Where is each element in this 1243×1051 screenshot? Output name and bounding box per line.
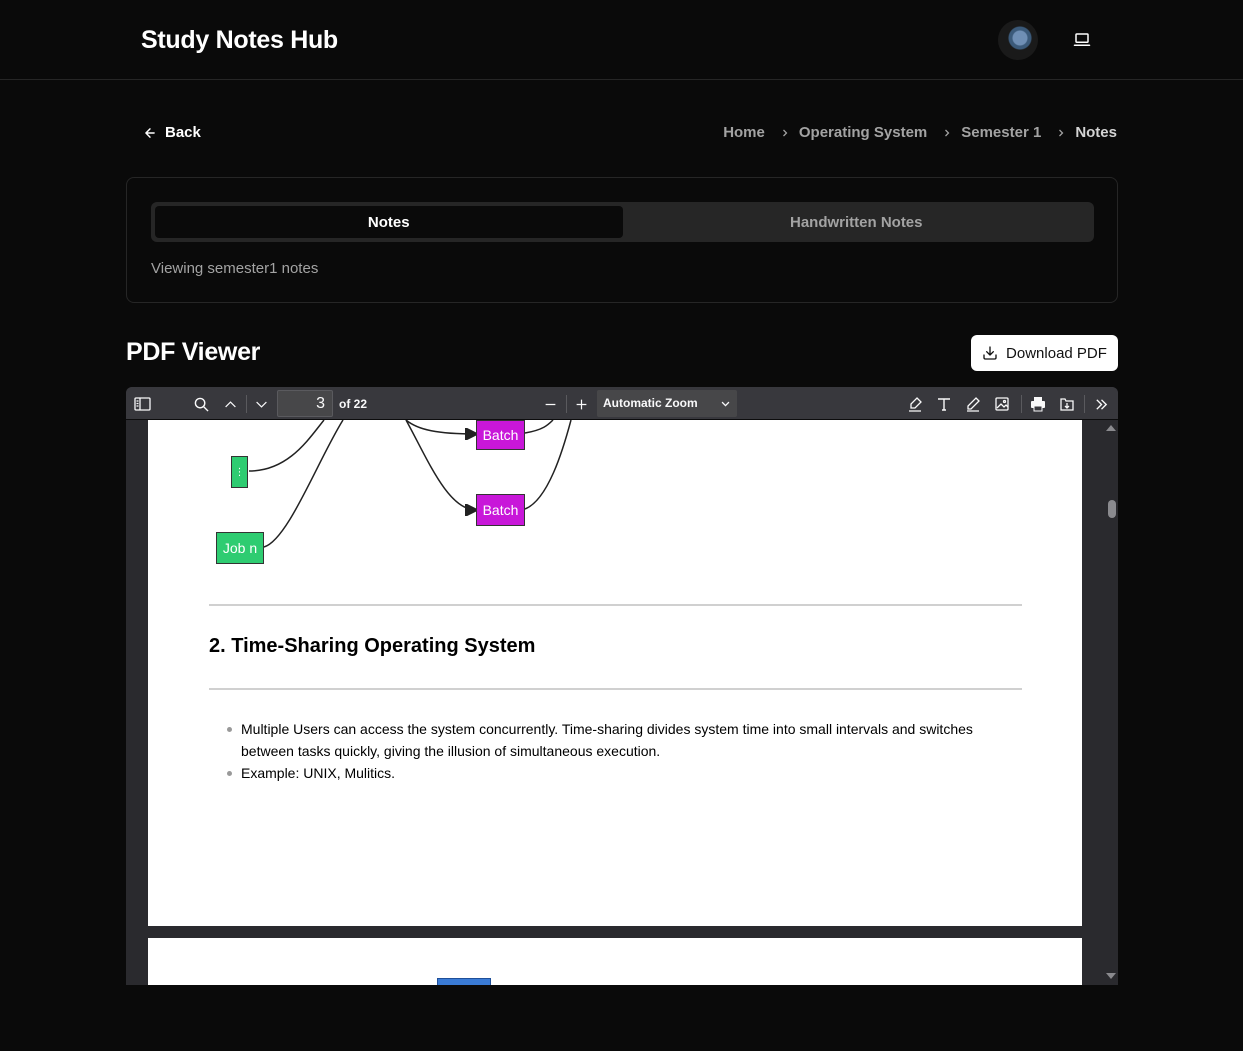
highlight-button[interactable] xyxy=(904,393,926,415)
divider xyxy=(209,688,1022,690)
text-icon xyxy=(936,396,952,412)
bullet-list xyxy=(241,718,1001,784)
text-annotation-button[interactable] xyxy=(933,393,955,415)
next-page-button[interactable] xyxy=(250,393,272,415)
pdf-toolbar xyxy=(126,387,1118,420)
add-image-button[interactable] xyxy=(991,393,1013,415)
tab-notes[interactable]: Notes xyxy=(155,206,623,238)
back-label: Back xyxy=(165,124,201,141)
theme-toggle-button[interactable] xyxy=(1064,22,1100,58)
toolbar-divider xyxy=(1021,395,1022,413)
zoom-out-button[interactable] xyxy=(539,393,561,415)
zoom-in-button[interactable] xyxy=(570,393,592,415)
job-node: Job n xyxy=(216,532,264,564)
pdf-scrollbar[interactable] xyxy=(1104,420,1118,985)
notes-tabs xyxy=(151,202,1094,242)
image-icon xyxy=(994,396,1010,412)
batch-node: Batch xyxy=(476,420,525,450)
zoom-select[interactable] xyxy=(597,390,737,417)
search-icon xyxy=(194,397,209,412)
printer-icon xyxy=(1030,396,1046,412)
highlighter-icon xyxy=(907,396,923,412)
pencil-icon xyxy=(965,396,981,412)
page-count: of 22 xyxy=(339,397,368,411)
breadcrumb-home[interactable]: Home xyxy=(723,124,765,141)
save-icon xyxy=(1059,396,1075,412)
scroll-thumb[interactable] xyxy=(1108,500,1116,518)
chevron-right-icon xyxy=(941,127,953,139)
find-button[interactable] xyxy=(190,393,212,415)
breadcrumb-current: Notes xyxy=(1075,124,1117,141)
pdf-page-4 xyxy=(148,938,1082,985)
pdf-viewer-heading: PDF Viewer xyxy=(126,338,261,366)
breadcrumb-semester[interactable]: Semester 1 xyxy=(961,124,1042,141)
toolbar-divider xyxy=(246,395,247,413)
job-batch-connectors xyxy=(148,420,1082,620)
divider xyxy=(209,604,1022,606)
list-item: Multiple Users can access the system concurrently. Time-sharing divides system time into small intervals and switches between tasks quickly, giving the illusion of simultaneous execution. xyxy=(241,718,1001,762)
back-button[interactable] xyxy=(143,124,201,141)
list-item: Example: UNIX, Mulitics. xyxy=(241,762,1001,784)
chevron-right-icon xyxy=(779,127,791,139)
arrow-left-icon xyxy=(143,126,157,140)
zoom-value: Automatic Zoom xyxy=(603,396,698,410)
section-title: 2. Time-Sharing Operating System xyxy=(209,635,536,657)
download-pdf-button[interactable] xyxy=(971,335,1118,371)
tab-handwritten-notes[interactable]: Handwritten Notes xyxy=(789,213,923,231)
scroll-up-arrow-icon xyxy=(1106,424,1116,432)
page-number-input[interactable]: 3 xyxy=(277,390,333,417)
pdf-viewer xyxy=(126,387,1118,985)
batch-node: Batch xyxy=(476,494,525,526)
toolbar-divider xyxy=(566,395,567,413)
save-button[interactable] xyxy=(1056,393,1078,415)
breadcrumb-subject[interactable]: Operating System xyxy=(798,124,928,141)
download-icon xyxy=(982,345,998,361)
diagram-node xyxy=(437,978,491,985)
chevron-up-icon xyxy=(224,398,237,411)
laptop-icon xyxy=(1073,31,1091,49)
plus-icon xyxy=(575,398,588,411)
previous-page-button[interactable] xyxy=(219,393,241,415)
avatar[interactable] xyxy=(998,20,1038,60)
toolbar-divider xyxy=(1084,395,1085,413)
app-title[interactable]: Study Notes Hub xyxy=(141,26,338,54)
print-button[interactable] xyxy=(1027,393,1049,415)
notes-type-card xyxy=(126,177,1118,303)
draw-button[interactable] xyxy=(962,393,984,415)
viewing-status: Viewing semester1 notes xyxy=(151,260,319,277)
chevron-down-icon xyxy=(255,398,268,411)
minus-icon xyxy=(544,398,557,411)
scroll-down-arrow-icon xyxy=(1106,972,1116,980)
double-chevron-right-icon xyxy=(1094,397,1109,412)
chevron-right-icon xyxy=(1055,127,1067,139)
chevron-down-icon xyxy=(720,398,731,409)
sidebar-icon xyxy=(134,397,151,411)
pdf-page-3 xyxy=(148,420,1082,926)
app-header xyxy=(0,0,1243,80)
sidebar-toggle-button[interactable] xyxy=(131,393,153,415)
tools-menu-button[interactable] xyxy=(1090,393,1112,415)
job-node: ⋮ xyxy=(231,456,248,488)
breadcrumb xyxy=(723,124,1117,141)
download-label: Download PDF xyxy=(1006,344,1107,362)
